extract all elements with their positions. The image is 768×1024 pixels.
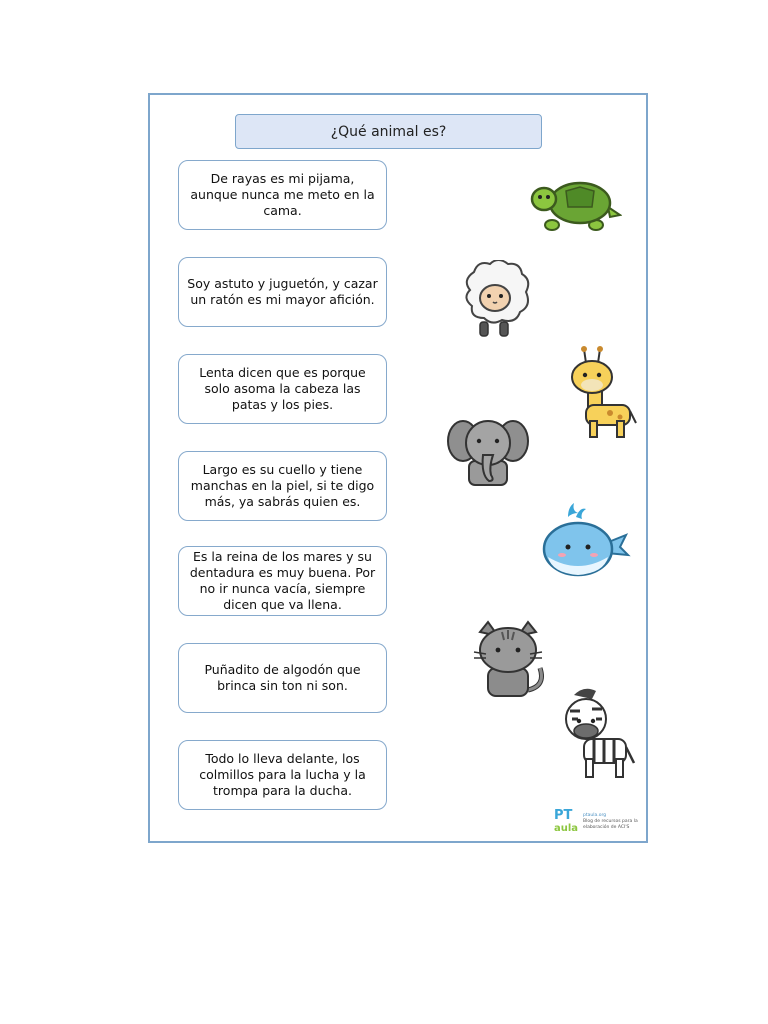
zebra-icon — [560, 687, 638, 781]
logo-mark-bottom: aula — [554, 823, 579, 834]
turtle-icon — [530, 175, 622, 233]
riddle-card: Todo lo lleva delante, los colmillos para la lucha y la trompa para la ducha. — [178, 740, 387, 810]
logo-caption — [583, 813, 638, 831]
logo-line-1: Blog de recursos para la — [583, 819, 638, 824]
worksheet — [148, 93, 648, 843]
riddle-card: Es la reina de los mares y su dentadura es muy buena. Por no ir nunca vacía, siempre dicen que va llena. — [178, 546, 387, 616]
riddle-card: Lenta dicen que es porque solo asoma la cabeza las patas y los pies. — [178, 354, 387, 424]
ptaula-logo — [554, 807, 646, 837]
worksheet-title: ¿Qué animal es? — [235, 114, 542, 149]
logo-brand: ptaula.org — [583, 813, 607, 818]
sheep-icon — [460, 260, 530, 340]
logo-mark-top: PT — [554, 808, 573, 823]
riddle-card: De rayas es mi pijama, aunque nunca me meto en la cama. — [178, 160, 387, 230]
logo-mark — [554, 809, 578, 835]
riddle-card: Largo es su cuello y tiene manchas en la piel, si te digo más, ya sabrás quien es. — [178, 451, 387, 521]
cat-icon — [472, 620, 548, 702]
riddle-card: Soy astuto y juguetón, y cazar un ratón es mi mayor afición. — [178, 257, 387, 327]
elephant-icon — [447, 411, 529, 489]
logo-line-2: elaboración de ACI'S — [583, 825, 630, 830]
whale-icon — [538, 499, 632, 579]
giraffe-icon — [562, 345, 638, 441]
riddle-card: Puñadito de algodón que brinca sin ton ni son. — [178, 643, 387, 713]
